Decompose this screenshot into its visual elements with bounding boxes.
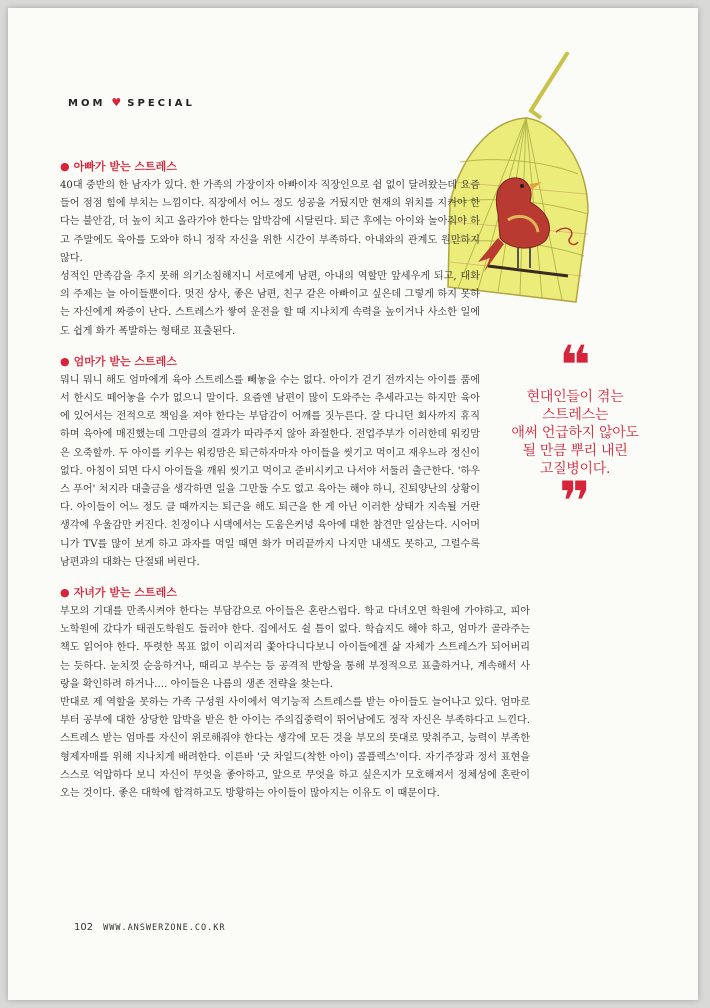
section-mom [60,353,480,572]
paragraph: 부모의 기대를 만족시켜야 한다는 부담감으로 아이들은 혼란스럽다. 학교 다녀오면 학원에 가야하고, 피아노학원에 갔다가 태권도학원도 들러야 한다. 집에서도 쉴 틈이 없다. 학습지도 해야 하고, 엄마가 골라주는 책도 읽어야 한다. 뚜렷한 목표 없이 이리저리 쫓아다니다보니 아이들에겐 삶 자체가 스트레스가 되어버리는 듯하다. 눈치껏 순응하거나, 때리고 부수는 등 공격적 반항을 통해 부정적으로 표출하거나, 계속해서 사랑을 확인하려 하거나…. 아이들은 나름의 생존 전략을 찾는다. [60,606,530,690]
paragraph: 성적인 만족감을 추지 못해 의기소침해지니 서로에게 남편, 아내의 역할만 앞세우게 되고, 대화의 주제는 늘 아이들뿐이다. 멋진 상사, 좋은 남편, 친구 같은 아빠이고 싶은데 그렇게 하지 못하는 자신에게 짜증이 난다. 스트레스가 쌓여 운전을 할 때 지나치게 속력을 높이거나 사소한 일에도 쉽게 화가 폭발하는 형태로 표출된다. [60,271,480,337]
header-special: SPECIAL [127,98,195,109]
pull-quote [480,334,670,533]
hanger-hook [530,52,568,112]
footer-url: WWW.ANSWERZONE.CO.KR [103,923,226,933]
heart-icon: ♥ [111,96,122,109]
bullet-icon: ● [60,160,70,173]
paragraph: 40대 중반의 한 남자가 있다. 한 가족의 가장이자 아빠이자 직장인으로 쉼 없이 달려왔는데 요즘 들어 점점 힘에 부치는 느낌이다. 직장에서 어느 정도 성공을 거뒀지만 현재의 위치를 지켜야 한다는 불안감, 더 높이 치고 올라가야 한다는 압박감에 시달린다. 퇴근 후에는 아이와 놀아줘야 하고 주말에도 육아를 도와야 하니 정작 자신을 위한 시간이 부족하다. 아내와의 관계도 원만하지 않다. [60,180,480,264]
hook-tip [530,110,541,118]
close-quote-icon: ❞ [559,470,591,533]
section-header [68,96,195,109]
section-title: ● 엄마가 받는 스트레스 [60,354,177,368]
paragraph: 반대로 제 역할을 못하는 가족 구성원 사이에서 역기능적 스트레스를 받는 아이들도 늘어나고 있다. 엄마로부터 공부에 대한 상당한 압박을 받은 한 아이는 주의집중력이 뛰어남에도 정작 자신은 부족하다고 느낀다. 스트레스 받는 엄마를 자신이 위로해줘야 한다는 생각에 모든 것을 부모의 뜻대로 맞춰주고, 능력이 부족한 형제자매를 위해 지나치게 배려한다. 이른바 '굿 차일드(착한 아이) 콤플렉스'이다. 자기주장과 정서 표현을 스스로 억압하다 보니 자신이 무엇을 좋아하고, 앞으로 무엇을 하고 싶은지가 모호해져서 정체성에 혼란이 오는 것이다. 좋은 대학에 합격하고도 방황하는 아이들이 많아지는 이유도 이 때문이다. [60,697,530,800]
bullet-icon: ● [60,354,70,368]
bullet-icon: ● [60,586,70,600]
article-body [60,158,530,815]
section-title: ● 자녀가 받는 스트레스 [60,586,177,600]
section-child [60,584,530,803]
paragraph: 뭐니 뭐니 해도 엄마에게 육아 스트레스를 빼놓을 수는 없다. 아이가 걷기 전까지는 아이를 품에서 한시도 떼어놓을 수가 없으니 말이다. 요즘엔 남편이 많이 도와주는 추세라고는 하지만 육아에 있어서는 전적으로 책임을 져야 한다는 부담감이 어깨를 짓누른다. 잘 다니던 회사까지 휴직하며 육아에 매진했는데 그만큼의 결과가 따라주지 않아 좌절한다. 전업주부가 이러한데 워킹맘은 오죽할까. 두 아이를 키우는 워킹맘은 퇴근하자마자 아이들을 씻기고 먹이고 재우느라 정신이 없다. 아침이 되면 다시 아이들을 깨워 씻기고 먹이고 준비시키고 나서야 서둘러 출근한다. '하우스 푸어' 처지라 대출금을 생각하면 일을 그만둘 수도 없고 육아는 해야 하니, 진퇴양난의 상황이다. 아이들이 어느 정도 클 때까지는 퇴근을 해도 퇴근을 한 게 아닌 이러한 상태가 지속될 거란 생각에 우울감만 커진다. 친정이나 시댁에서는 도움은커녕 육아에 대한 참견만 일삼는다. 시어머니가 TV를 많이 보게 하고 과자를 먹일 때면 화가 머리끝까지 나지만 내색도 못하고, 그럴수록 남편과의 대화는 단절돼 버린다. [60,374,480,568]
section-dad [60,158,480,341]
page-footer [74,922,225,933]
section-title: ● 아빠가 받는 스트레스 [60,160,177,173]
header-mom: MOM [68,98,106,109]
magazine-page [8,8,698,1000]
open-quote-icon: ❝ [559,334,591,397]
pull-quote-text: 현대인들이 겪는 스트레스는 애써 언급하지 않아도 될 만큼 뿌리 내린 고질병이다. [511,389,639,477]
page-number: 102 [74,922,94,933]
